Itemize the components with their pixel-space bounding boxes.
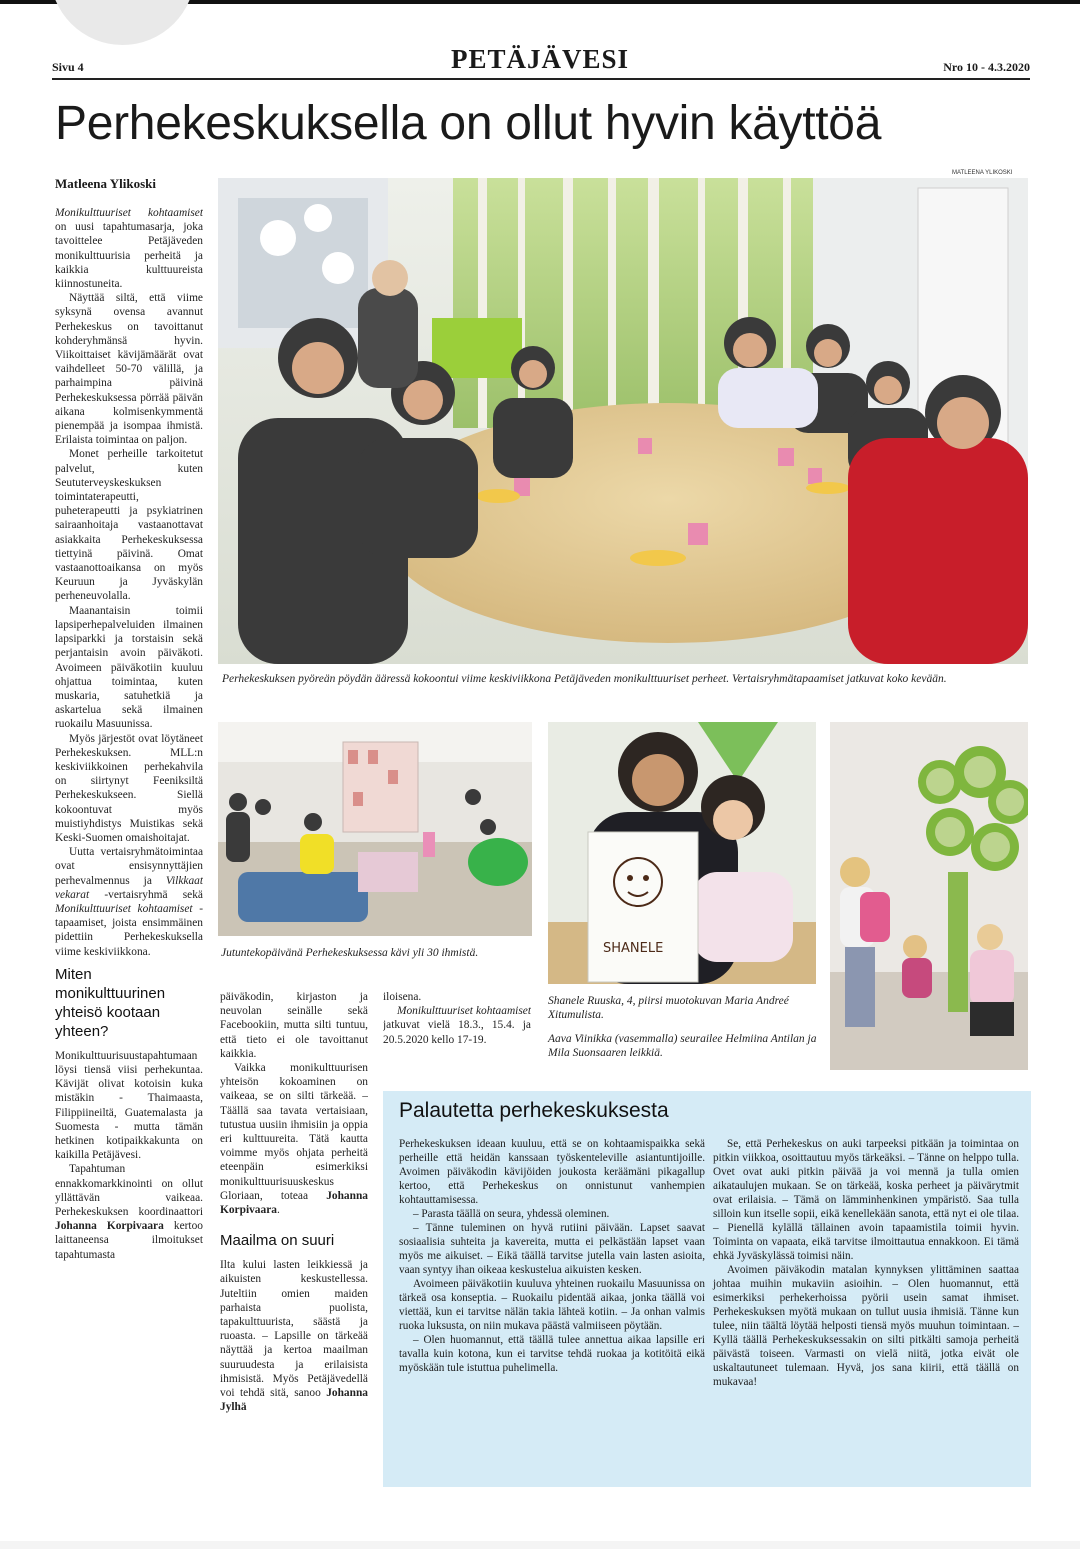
- paragraph: Vaikka monikulttuurisen yhteisön kokoaminen on vaikeaa, se on silti tärkeää. – Täällä saa tavata vertaisiaan, tutustua uusiin ihmisiin ja oppia eri kulttuureita. Tätä kautta voimme myös ohjata perheitä eteenpäin esimerkiksi monikulttuurisuuskeskus Gloriaan, toteaa Johanna Korpivaara.: [220, 1062, 368, 1217]
- paragraph: Myös järjestöt ovat löytäneet Perhekeskuksen. MLL:n keskiviikkoinen perhekahvila on siirtynyt Feeniksiltä Perhekeskukseen. Siellä kokoontuvat myös muistiyhdistys Muistikas sekä Keski-Suomen omaishoitajat.: [55, 732, 203, 844]
- paragraph: Monikulttuuriset kohtaamiset on uusi tapahtumasarja, joka tavoittelee Petäjäveden monikulttuurisia perheitä ja kaikkia kulttuureista kiinnostuneita.: [55, 207, 203, 291]
- paragraph: – Olen huomannut, että täällä tulee annettua aikaa lapsille eri tavalla kuin kotona, kun ei tarvitse tehdä ruokaa ja kotitöitä eikä myöskään tule istuttua puhelimella.: [399, 1334, 705, 1374]
- bottom-edge: [0, 1541, 1080, 1549]
- drawing-photo-caption: Shanele Ruuska, 4, piirsi muotokuvan Maria Andreé Xitumulista.: [548, 995, 789, 1021]
- paragraph: Monet perheille tarkoitetut palvelut, kuten Seututerveyskeskuksen toimintaterapeutti, puheterapeutti ja psykiatrinen sairaanhoitaja vastaanottavat asiakkaita Perhekeskuksessa tiettyinä päivinä. Omat vastaanottoaikansa on myös Keuruun ja Jyväskylän perheneuvolalla.: [55, 448, 203, 603]
- paragraph: Monikulttuurisuustapahtumaan löysi tiensä viisi perhekuntaa. Kävijät olivat kotoisin kuka mistäkin - Thaimaasta, Filippiineiltä, Guatemalasta ja Suomesta - mutta tämän hetkinen kotipaikkakunta on kaikilla Petäjävesi.: [55, 1049, 203, 1162]
- byline: Matleena Ylikoski: [55, 176, 156, 191]
- page-label: Sivu 4: [52, 60, 84, 74]
- headline: Perhekeskuksella on ollut hyvin käyttöä: [55, 97, 882, 150]
- paragraph: Monikulttuuriset kohtaamiset jatkuvat vielä 18.3., 15.4. ja 20.5.2020 kello 17-19.: [383, 1005, 531, 1046]
- drawing-photo: [548, 722, 816, 984]
- article-column-1: [55, 206, 203, 1496]
- main-photo-image: [218, 178, 1028, 664]
- factbox-column-right: [713, 1137, 1019, 1389]
- paragraph: Avoimeen päiväkotiin kuuluva yhteinen ruokailu Masuunissa on tärkeä osa konseptia. – Ruokailu pidentää aikaa, jonka täällä voi viettää, kun ei tarvitse nälän takia lähteä kotiin. – Ja onhan valmis ruoka luksusta, on niin mukava päästä valmiiseen pöytään.: [399, 1278, 705, 1332]
- drawing-signature: SHANELE: [603, 941, 664, 956]
- paragraph: Maanantaisin toimii lapsiperhepalveluiden ilmainen lapsiparkki ja torstaisin sekä perjantaisin avoin päiväkoti. Avoimeen päiväkotiin kuuluu ohjattua toimintaa, kuten muskaria, satuhetkiä ja askartelua sekä ilmainen ruokailu Masuunissa.: [55, 604, 203, 731]
- play-photo: [830, 722, 1028, 1070]
- paragraph: – Parasta täällä on seura, yhdessä oleminen.: [413, 1208, 610, 1220]
- masthead: PETÄJÄVESI: [450, 44, 630, 74]
- paragraph: Se, että Perhekeskus on auki tarpeeksi pitkään ja toimintaa on pitkin viikkoa, osoittautuu myös tärkeäksi. – Tänne on helppo tulla. Ovet ovat auki pitkin päivää ja voi mennä ja tulla omien aikataulujen mukaan. Se on tärkeää, koska perheet ja päivärytmit ovat erilaisia. – Tämä on lämminhenkinen ympäristö. Saa tulla silloin kun itselle sopii, eikä kenellekään sanota, että nyt ei ole tilaa. – Pienellä kylällä tällainen avoin tapaamistila toimii hyvin. Toiminta on vapaata, eikä tarvitse ilmoittautua ennakkoon. Ei tämä ehkä Jyväskylässä toimisi näin.: [713, 1138, 1019, 1262]
- play-photo-image: [830, 722, 1028, 1070]
- paragraph: Näyttää siltä, että viime syksynä ovensa avannut Perhekeskus on tavoittanut kohderyhmänsä hyvin. Viikoittaiset kävijämäärät ovat vaihdelleet 50-70 välillä, ja parhaimpina päivinä Perhekeskuksessa pörrää päivän aikana kolmisenkymmentä pienempää ja isompaa ihmistä. Erilaista toimintaa on paljon.: [55, 292, 203, 447]
- photo-credit: MATLEENA YLIKOSKI: [952, 170, 1013, 176]
- factbox: [383, 1091, 1031, 1487]
- article-column-2: [220, 990, 368, 1490]
- article-column-3: [383, 990, 531, 1080]
- main-photo-caption: Perhekeskuksen pyöreän pöydän ääressä kokoontui viime keskiviikkona Petäjäveden monikulttuuriset perheet. Vertaisryhmätapaamiset jatkuvat koko kevään.: [222, 673, 947, 685]
- corner-shape: [50, 0, 195, 45]
- paragraph: päiväkodin, kirjaston ja neuvolan seinälle sekä Facebookiin, mutta silti tuntuu, että tieto ei ole tavoittanut kaikkia.: [220, 991, 368, 1060]
- paragraph: Perhekeskuksen ideaan kuuluu, että se on kohtaamispaikka sekä perheille että heidän kanssaan työskenteleville asiantuntijoille. Avoimen päiväkodin kävijöiden joukosta keräämäni pikagallup kertoo, että Perhekeskus on onnistunut vanhempien kohtauttamisessa.: [399, 1138, 705, 1206]
- paragraph: Uutta vertaisryhmätoimintaa ovat ensisynnyttäjien perhevalmennus ja Vilkkaat vekarat -vertaisryhmä sekä Monikulttuuriset kohtaamiset -tapaamiset, joista ensimmäinen pidettiin Perhekeskuksella viime keskiviikkona.: [55, 846, 203, 958]
- paragraph: Tapahtuman ennakkomarkkinointi on ollut yllättävän vaikeaa. Perhekeskuksen koordinaattori Johanna Korpivaara kertoo laittaneensa ilmoitukset tapahtumasta: [55, 1163, 203, 1261]
- paragraph: – Tänne tuleminen on hyvä rutiini päivään. Lapset saavat sosiaalisia suhteita ja kavereita, mutta ei pelkästään lapset vaan myös me aikuiset. – Eikä täällä tarvitse jutella vain lasten asioita, vaan syntyy ihan oikeaa keskustelua aikuisten kesken.: [399, 1222, 705, 1276]
- header-rule: [52, 78, 1030, 80]
- issue-label: Nro 10 - 4.3.2020: [943, 60, 1030, 74]
- room-photo: [218, 722, 532, 936]
- main-photo: [218, 178, 1028, 664]
- factbox-title: Palautetta perhekeskuksesta: [399, 1099, 669, 1122]
- factbox-column-left: [399, 1137, 705, 1375]
- room-photo-caption: Jutuntekopäivänä Perhekeskuksessa kävi yli 30 ihmistä.: [221, 947, 479, 959]
- paragraph: iloisena.: [383, 991, 422, 1003]
- room-photo-image: [218, 722, 532, 936]
- paragraph: Ilta kului lasten leikkiessä ja aikuisten keskustellessa. Juteltiin omien maiden parhaista puolista, tapakulttuurista, säästä ja ruoasta. – Lapsille on tärkeää näyttää ja kertoa maailman suuruudesta ja erilaisista ihmisistä. Myös Petäjävedellä voi tehdä sitä, sanoo Johanna Jylhä: [220, 1259, 368, 1414]
- play-photo-caption: Aava Viinikka (vasemmalla) seurailee Helmiina Antilan ja Mila Suonsaaren leikkiä.: [548, 1033, 817, 1059]
- subheading: Miten monikulttuurinen yhteisö kootaan yhteen?: [55, 965, 166, 1040]
- subheading: Maailma on suuri: [220, 1232, 335, 1250]
- paragraph: Avoimen päiväkodin matalan kynnyksen ylittäminen saattaa johtaa muihin mukaviin asioihin. – Olen huomannut, että esimerkiksi perhekerhoissa pyörii usein samat ihmiset. Perhekeskuksen myötä mukaan on tullut uusia ihmisiä. Tänne kun tulee, niin täältä löytää helposti tiensä myös muuhun toimintaan. – Kyllä täällä Perhekeskuksessakin on silti pitkälti samoja perheitä päivästä toiseen. Varmasti on vielä niitä, jotka eivät ole uskaltautuneet tulemaan. Hyvä, jos sana kiirii, että täällä on mukavaa!: [713, 1264, 1019, 1388]
- drawing-photo-image: [548, 722, 816, 984]
